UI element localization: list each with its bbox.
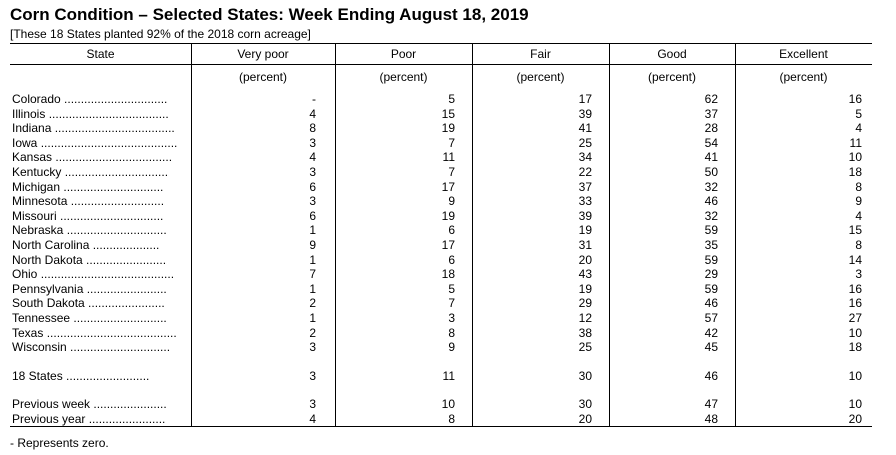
row-label — [12, 92, 188, 107]
cell-very-poor: 4 — [309, 106, 316, 121]
leader-dots: ............................... — [56, 208, 164, 223]
cell-good: 32 — [704, 208, 718, 223]
leader-dots: ......................................... — [37, 135, 178, 150]
table-row — [10, 180, 872, 195]
table-row — [10, 282, 872, 297]
row-label — [12, 107, 188, 122]
cell-fair: 38 — [578, 325, 592, 340]
table-row — [10, 209, 872, 224]
col-header-fair: Fair — [530, 47, 551, 61]
cell-excellent: 16 — [848, 296, 862, 311]
cell-good: 46 — [704, 296, 718, 311]
cell-fair: 20 — [578, 411, 592, 426]
leader-dots: ............................... — [60, 92, 168, 106]
state-name: Missouri — [12, 208, 57, 223]
state-name: South Dakota — [12, 296, 85, 311]
row-label — [12, 340, 188, 355]
cell-very-poor: 7 — [309, 267, 316, 282]
cell-fair: 39 — [578, 208, 592, 223]
leader-dots: .............................. — [63, 223, 167, 238]
state-name: Indiana — [12, 121, 52, 136]
cell-very-poor: 3 — [309, 135, 316, 150]
state-name: Kansas — [12, 150, 53, 165]
cell-good: 42 — [704, 325, 718, 340]
row-label — [12, 369, 188, 384]
table-row — [10, 150, 872, 165]
cell-excellent: 8 — [855, 237, 862, 252]
leader-dots: ....................................... — [43, 325, 177, 340]
cell-good: 59 — [704, 281, 718, 296]
cell-excellent: 20 — [848, 411, 862, 426]
state-name: North Dakota — [12, 252, 83, 267]
row-label — [12, 180, 188, 195]
cell-excellent: 10 — [848, 150, 862, 165]
leader-dots: ............................ — [67, 194, 165, 209]
state-name: Colorado — [12, 92, 61, 106]
cell-fair: 20 — [578, 252, 592, 267]
leader-dots: .................... — [89, 237, 160, 252]
total-row — [10, 369, 872, 384]
cell-fair: 30 — [578, 368, 592, 383]
row-label — [12, 296, 188, 311]
cell-good: 57 — [704, 310, 718, 325]
cell-excellent: 3 — [855, 267, 862, 282]
leader-dots: .................................... — [45, 106, 169, 121]
cell-poor: 15 — [441, 106, 455, 121]
leader-dots: ............................... — [61, 164, 169, 179]
cell-fair: 34 — [578, 150, 592, 165]
cell-poor: 7 — [448, 164, 455, 179]
state-name: Iowa — [12, 135, 38, 150]
cell-very-poor: 3 — [309, 397, 316, 412]
cell-poor: 19 — [441, 208, 455, 223]
table-row — [10, 136, 872, 151]
previous-week-row — [10, 397, 872, 412]
previous-year-row — [10, 412, 872, 427]
table-row — [10, 223, 872, 238]
cell-good: 47 — [704, 397, 718, 412]
unit-row — [10, 65, 872, 89]
cell-very-poor: 3 — [309, 194, 316, 209]
row-label — [12, 194, 188, 209]
cell-very-poor: 3 — [309, 340, 316, 355]
cell-fair: 43 — [578, 267, 592, 282]
cell-very-poor: 2 — [309, 325, 316, 340]
leader-dots: .............................. — [60, 179, 164, 194]
row-label — [12, 253, 188, 268]
row-label — [12, 267, 188, 282]
cell-poor: 7 — [448, 296, 455, 311]
cell-excellent: 10 — [848, 368, 862, 383]
table-row — [10, 340, 872, 355]
cell-very-poor: 4 — [309, 411, 316, 426]
cell-excellent: 18 — [848, 164, 862, 179]
table-row — [10, 194, 872, 209]
table-body — [10, 89, 872, 426]
cell-poor: 17 — [441, 237, 455, 252]
cell-fair: 25 — [578, 135, 592, 150]
col-header-poor: Poor — [390, 47, 417, 61]
row-label — [12, 150, 188, 165]
cell-very-poor: 1 — [309, 281, 316, 296]
state-name: Pennsylvania — [12, 281, 84, 296]
cell-very-poor: 3 — [309, 368, 316, 383]
cell-poor: 6 — [448, 252, 455, 267]
cell-excellent: 8 — [855, 179, 862, 194]
cell-good: 59 — [704, 252, 718, 267]
cell-good: 37 — [704, 106, 718, 121]
cell-excellent: 9 — [855, 194, 862, 209]
cell-fair: 37 — [578, 179, 592, 194]
cell-fair: 30 — [578, 397, 592, 412]
cell-very-poor: 1 — [309, 252, 316, 267]
leader-dots: ........................ — [82, 252, 167, 267]
col-header-good: Good — [657, 47, 687, 61]
state-name: Michigan — [12, 179, 61, 194]
row-label — [12, 209, 188, 224]
cell-fair: 31 — [578, 237, 592, 252]
cell-poor: 5 — [448, 281, 455, 296]
cell-fair: 29 — [578, 296, 592, 311]
cell-excellent: 4 — [855, 208, 862, 223]
row-label — [12, 238, 188, 253]
cell-excellent: 18 — [848, 340, 862, 355]
unit-label: (percent) — [516, 70, 565, 84]
cell-poor: 11 — [442, 368, 455, 383]
row-label — [12, 223, 188, 238]
cell-fair: 19 — [578, 223, 592, 238]
state-name: Texas — [12, 325, 44, 340]
cell-fair: 17 — [578, 92, 592, 106]
leader-dots: ................................... — [52, 150, 173, 165]
col-header-state: State — [86, 47, 115, 61]
cell-fair: 22 — [578, 164, 592, 179]
cell-poor: 10 — [441, 397, 455, 412]
cell-very-poor: - — [312, 92, 316, 106]
state-name: Wisconsin — [12, 340, 67, 355]
cell-good: 35 — [704, 237, 718, 252]
row-label — [12, 397, 188, 412]
row-label — [12, 282, 188, 297]
cell-good: 46 — [704, 194, 718, 209]
leader-dots: ............................ — [70, 310, 167, 325]
table-row — [10, 238, 872, 253]
cell-excellent: 11 — [849, 135, 862, 150]
state-name: Ohio — [12, 267, 38, 282]
col-header-excellent: Excellent — [779, 47, 828, 61]
cell-very-poor: 1 — [309, 310, 316, 325]
table-row — [10, 92, 872, 107]
leader-dots: .............................. — [66, 340, 171, 355]
state-name: Nebraska — [12, 223, 64, 238]
cell-very-poor: 8 — [309, 121, 316, 136]
table-row — [10, 253, 872, 268]
condition-table — [10, 43, 872, 427]
cell-good: 50 — [704, 164, 718, 179]
cell-poor: 7 — [448, 135, 455, 150]
cell-fair: 25 — [578, 340, 592, 355]
table-row — [10, 267, 872, 282]
leader-dots: ........................ — [83, 281, 167, 296]
cell-poor: 9 — [448, 340, 455, 355]
table-row — [10, 107, 872, 122]
cell-fair: 39 — [578, 106, 592, 121]
state-name: Illinois — [12, 106, 46, 121]
footnote: - Represents zero. — [10, 436, 109, 450]
page-subtitle: [These 18 States planted 92% of the 2018 corn acreage] — [10, 27, 311, 41]
state-name: Previous week — [12, 397, 91, 412]
cell-poor: 9 — [448, 194, 455, 209]
cell-very-poor: 6 — [309, 179, 316, 194]
cell-good: 48 — [704, 411, 718, 426]
table-header — [10, 44, 872, 65]
cell-excellent: 4 — [855, 121, 862, 136]
cell-poor: 17 — [441, 179, 455, 194]
leader-dots: ......................... — [62, 368, 150, 383]
unit-label: (percent) — [379, 70, 428, 84]
cell-excellent: 16 — [848, 281, 862, 296]
row-label — [12, 311, 188, 326]
page-title: Corn Condition – Selected States: Week Ending August 18, 2019 — [10, 5, 529, 24]
cell-excellent: 5 — [855, 106, 862, 121]
cell-fair: 33 — [578, 194, 592, 209]
cell-very-poor: 9 — [309, 237, 316, 252]
cell-good: 32 — [704, 179, 718, 194]
cell-very-poor: 3 — [309, 164, 316, 179]
state-name: Tennessee — [12, 310, 71, 325]
table-row — [10, 296, 872, 311]
cell-poor: 11 — [442, 150, 455, 165]
row-label — [12, 136, 188, 151]
cell-very-poor: 1 — [309, 223, 316, 238]
cell-excellent: 14 — [848, 252, 862, 267]
cell-good: 45 — [704, 340, 718, 355]
cell-excellent: 10 — [848, 325, 862, 340]
cell-good: 54 — [704, 135, 718, 150]
cell-poor: 18 — [441, 267, 455, 282]
cell-poor: 8 — [448, 325, 455, 340]
cell-fair: 41 — [578, 121, 592, 136]
leader-dots: ........................................ — [37, 267, 175, 282]
cell-poor: 19 — [441, 121, 455, 136]
unit-label: (percent) — [647, 70, 697, 84]
cell-excellent: 10 — [848, 397, 862, 412]
cell-poor: 3 — [448, 310, 455, 325]
state-name: North Carolina — [12, 237, 90, 252]
state-name: Minnesota — [12, 194, 68, 209]
table-row — [10, 121, 872, 136]
cell-excellent: 27 — [848, 310, 862, 325]
cell-good: 62 — [704, 92, 718, 106]
cell-fair: 12 — [578, 310, 592, 325]
leader-dots: ....................... — [85, 411, 166, 426]
cell-very-poor: 4 — [309, 150, 316, 165]
leader-dots: .................................... — [51, 121, 175, 136]
cell-very-poor: 6 — [309, 208, 316, 223]
state-name: 18 States — [12, 368, 63, 383]
leader-dots: ...................... — [90, 397, 167, 412]
unit-label: (percent) — [779, 70, 828, 84]
row-label — [12, 121, 188, 136]
cell-poor: 6 — [448, 223, 455, 238]
cell-good: 41 — [704, 150, 718, 165]
row-label — [12, 412, 188, 427]
row-label — [12, 326, 188, 341]
unit-label: (percent) — [238, 70, 288, 84]
table-row — [10, 165, 872, 180]
state-name: Previous year — [12, 411, 86, 426]
cell-fair: 19 — [578, 281, 592, 296]
cell-very-poor: 2 — [309, 296, 316, 311]
cell-good: 46 — [704, 368, 718, 383]
row-label — [12, 165, 188, 180]
cell-excellent: 16 — [848, 92, 862, 106]
leader-dots: ....................... — [84, 296, 165, 311]
cell-poor: 8 — [448, 411, 455, 426]
cell-excellent: 15 — [848, 223, 862, 238]
cell-good: 28 — [704, 121, 718, 136]
state-name: Kentucky — [12, 164, 62, 179]
col-header-very-poor: Very poor — [237, 47, 289, 61]
cell-poor: 5 — [448, 92, 455, 106]
cell-good: 29 — [704, 267, 718, 282]
cell-good: 59 — [704, 223, 718, 238]
table-row — [10, 311, 872, 326]
table-row — [10, 326, 872, 341]
